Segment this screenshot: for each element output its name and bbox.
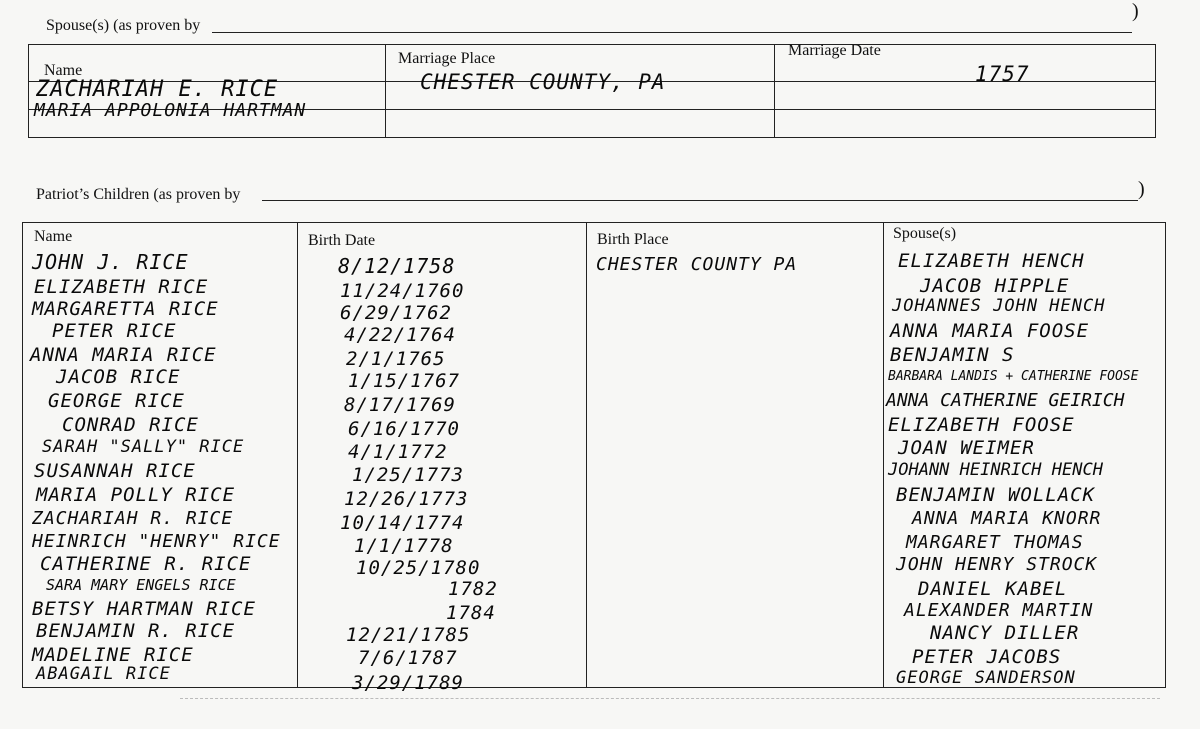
child-birth-date: 1/25/1773 bbox=[352, 464, 464, 486]
child-birth-date: 4/22/1764 bbox=[344, 324, 456, 346]
child-spouse: NANCY DILLER bbox=[930, 622, 1080, 644]
children-header-birth-date: Birth Date bbox=[308, 232, 376, 249]
child-birth-date: 12/21/1785 bbox=[346, 624, 471, 646]
child-spouse: ELIZABETH FOOSE bbox=[888, 414, 1075, 436]
child-name: CATHERINE R. RICE bbox=[40, 553, 252, 575]
child-birth-date: 7/6/1787 bbox=[358, 647, 458, 669]
child-spouse: DANIEL KABEL bbox=[918, 578, 1068, 600]
child-spouse: GEORGE SANDERSON bbox=[896, 668, 1076, 688]
child-spouse: BENJAMIN WOLLACK bbox=[896, 484, 1096, 506]
child-name: BENJAMIN R. RICE bbox=[36, 620, 236, 642]
spouse-section-label: Spouse(s) (as proven by bbox=[46, 17, 201, 34]
child-spouse: JOAN WEIMER bbox=[898, 437, 1035, 459]
child-spouse: ANNA MARIA KNORR bbox=[912, 508, 1102, 529]
child-name: ELIZABETH RICE bbox=[34, 276, 209, 298]
child-spouse: JACOB HIPPLE bbox=[920, 275, 1070, 297]
child-birth-date: 1782 bbox=[448, 578, 498, 600]
child-name: SARA MARY ENGELS RICE bbox=[46, 576, 236, 594]
child-name: HEINRICH "HENRY" RICE bbox=[32, 531, 281, 552]
child-name: GEORGE RICE bbox=[48, 390, 185, 412]
child-spouse: BARBARA LANDIS + CATHERINE FOOSE bbox=[888, 369, 1139, 384]
child-name: ANNA MARIA RICE bbox=[30, 344, 217, 366]
child-name: BETSY HARTMAN RICE bbox=[32, 598, 256, 620]
child-birth-date: 8/17/1769 bbox=[344, 394, 456, 416]
child-birth-date: 10/14/1774 bbox=[340, 512, 465, 534]
child-birth-date: 1/1/1778 bbox=[354, 535, 454, 557]
spouse-header-date: Marriage Date bbox=[788, 42, 881, 59]
child-name: MARGARETTA RICE bbox=[32, 298, 219, 320]
child-spouse: JOHANNES JOHN HENCH bbox=[892, 296, 1106, 316]
child-spouse: MARGARET THOMAS bbox=[906, 532, 1084, 553]
child-birth-date: 10/25/1780 bbox=[356, 557, 481, 579]
spouse-place-1: CHESTER COUNTY, PA bbox=[420, 70, 666, 94]
child-birth-date: 6/16/1770 bbox=[348, 418, 460, 440]
page-bottom-edge bbox=[180, 698, 1160, 699]
child-spouse: ANNA MARIA FOOSE bbox=[890, 320, 1090, 342]
child-spouse: ANNA CATHERINE GEIRICH bbox=[886, 390, 1125, 411]
child-spouse: PETER JACOBS bbox=[912, 646, 1062, 668]
children-header-name: Name bbox=[34, 228, 73, 245]
children-header-birth-place: Birth Place bbox=[597, 231, 669, 248]
children-proof-line[interactable] bbox=[262, 200, 1138, 201]
child-name: PETER RICE bbox=[52, 320, 177, 342]
child-birth-date: 12/26/1773 bbox=[344, 488, 469, 510]
child-birth-date: 11/24/1760 bbox=[340, 280, 465, 302]
spouse-name-1: ZACHARIAH E. RICE bbox=[36, 77, 279, 102]
child-birth-date: 3/29/1789 bbox=[352, 672, 464, 694]
child-name: ABAGAIL RICE bbox=[36, 664, 171, 684]
child-name: ZACHARIAH R. RICE bbox=[32, 508, 234, 529]
child-name: CONRAD RICE bbox=[62, 414, 199, 436]
child-name: SUSANNAH RICE bbox=[34, 460, 196, 482]
child-spouse: JOHANN HEINRICH HENCH bbox=[888, 460, 1103, 480]
child-name: MADELINE RICE bbox=[32, 644, 194, 666]
child-birth-date: 4/1/1772 bbox=[348, 441, 448, 463]
spouse-header-name: Name bbox=[44, 62, 83, 79]
child-name: SARAH "SALLY" RICE bbox=[42, 437, 245, 457]
child-name: JACOB RICE bbox=[56, 366, 181, 388]
spouse-name-2: MARIA APPOLONIA HARTMAN bbox=[34, 100, 307, 121]
children-header-spouse: Spouse(s) bbox=[893, 225, 957, 242]
child-spouse: ELIZABETH HENCH bbox=[898, 250, 1085, 272]
child-name: JOHN J. RICE bbox=[32, 250, 189, 274]
children-section-label: Patriot’s Children (as proven by bbox=[36, 186, 241, 203]
child-birth-date: 1784 bbox=[446, 602, 496, 624]
spouse-date-1: 1757 bbox=[975, 62, 1030, 86]
spouse-closing-paren: ) bbox=[1132, 0, 1139, 22]
child-spouse: ALEXANDER MARTIN bbox=[904, 600, 1094, 621]
children-closing-paren: ) bbox=[1138, 178, 1145, 200]
child-spouse: JOHN HENRY STROCK bbox=[896, 554, 1098, 575]
spouse-proof-line[interactable] bbox=[212, 32, 1132, 33]
spouse-header-place: Marriage Place bbox=[398, 50, 496, 67]
child-birth-date: 2/1/1765 bbox=[346, 348, 446, 370]
child-birth-date: 8/12/1758 bbox=[338, 254, 456, 278]
child-spouse: BENJAMIN S bbox=[890, 344, 1015, 366]
child-birth-place: CHESTER COUNTY PA bbox=[596, 254, 798, 275]
child-birth-date: 6/29/1762 bbox=[340, 302, 452, 324]
child-name: MARIA POLLY RICE bbox=[36, 484, 236, 506]
child-birth-date: 1/15/1767 bbox=[348, 370, 460, 392]
